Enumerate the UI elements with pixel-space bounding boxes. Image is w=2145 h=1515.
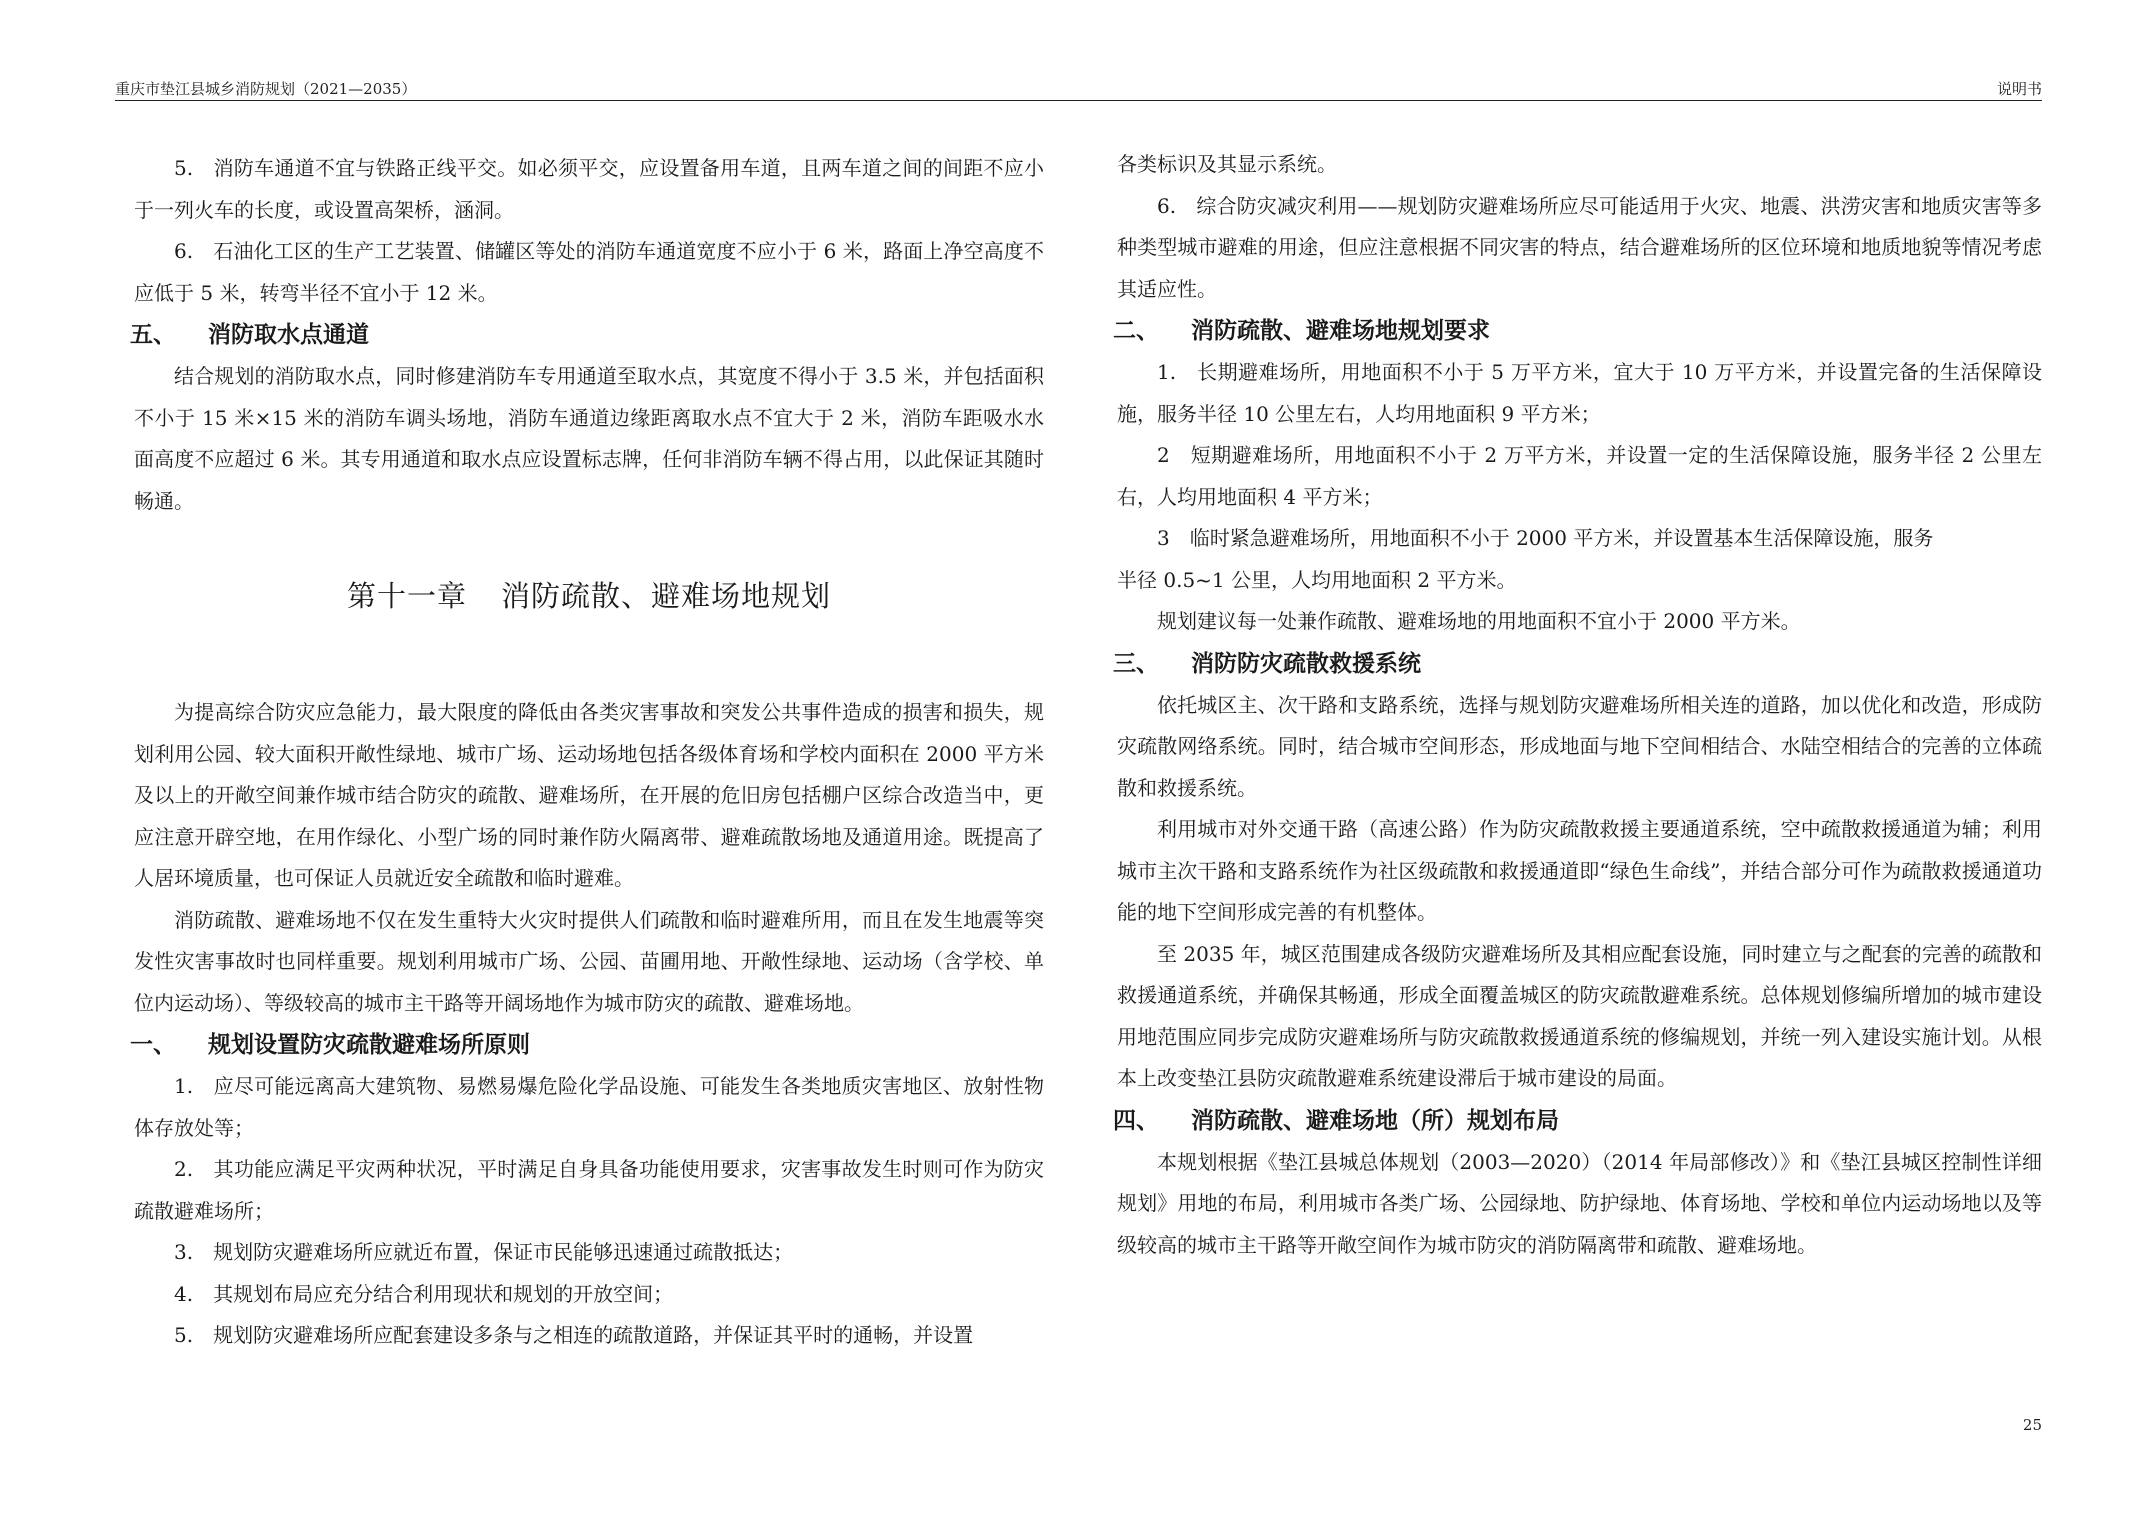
section-title: 消防取水点通道 (208, 322, 369, 348)
list-item: 2. 其功能应满足平灾两种状况，平时满足自身具备功能使用要求，灾害事故发生时则可作为防灾疏散避难场所； (134, 1157, 1044, 1223)
section-number: 五、 (130, 322, 176, 348)
paragraph: 结合规划的消防取水点，同时修建消防车专用通道至取水点，其宽度不得小于 3.5 米，并包括面积不小于 15 米×15 米的消防车调头场地，消防车通道边缘距离取水点不宜大于 2 米，消防车距吸水水面高度不应超过 6 米。其专用通道和取水点应设置标志牌，任何非消防车辆不得占用，以此保证其随时畅通。 (134, 364, 1044, 513)
section-title: 消防疏散、避难场地规划要求 (1191, 318, 1490, 344)
paragraph: 为提高综合防灾应急能力，最大限度的降低由各类灾害事故和突发公共事件造成的损害和损失，规划利用公园、较大面积开敞性绿地、城市广场、运动场地包括各级体育场和学校内面积在 2000 平方米及以上的开敞空间兼作城市结合防灾的疏散、避难场所，在开展的危旧房包括棚户区综合改造当中，更应注意开辟空地，在用作绿化、小型广场的同时兼作防火隔离带、避难疏散场地及通道用途。既提高了人居环境质量，也可保证人员就近安全疏散和临时避难。 (134, 700, 1044, 890)
paragraph: 依托城区主、次干路和支路系统，选择与规划防灾避难场所相关连的道路，加以优化和改造，形成防灾疏散网络系统。同时，结合城市空间形态，形成地面与地下空间相结合、水陆空相结合的完善的立体疏散和救援系统。 (1117, 692, 2042, 800)
section-heading (1113, 310, 2042, 352)
page-header (115, 70, 2042, 101)
chapter-number: 第十一章 (346, 579, 467, 613)
paragraph: 半径 0.5~1 公里，人均用地面积 2 平方米。 (1117, 567, 1517, 592)
paragraph: 本规划根据《垫江县城总体规划（2003—2020）（2014 年局部修改）》和《垫江县城区控制性详细规划》用地的布局，利用城市各类广场、公园绿地、防护绿地、体育场地、学校和单位内运动场地以及等级较高的城市主干路等开敞空间作为城市防灾的消防隔离带和疏散、避难场地。 (1117, 1149, 2042, 1257)
right-column (1113, 144, 2042, 1266)
section-title: 消防防灾疏散救援系统 (1191, 650, 1421, 677)
section-title: 规划设置防灾疏散避难场所原则 (208, 1032, 530, 1058)
section-heading (1113, 1100, 2042, 1142)
chapter-heading (134, 566, 1044, 626)
left-column (130, 148, 1044, 1357)
section-title: 消防疏散、避难场地（所）规划布局 (1191, 1107, 1559, 1134)
list-item: 5. 规划防灾避难场所应配套建设多条与之相连的疏散道路，并保证其平时的通畅，并设置 (174, 1323, 974, 1347)
paragraph: 消防疏散、避难场地不仅在发生重特大火灾时提供人们疏散和临时避难所用，而且在发生地震等突发性灾害事故时也同样重要。规划利用城市广场、公园、苗圃用地、开敞性绿地、运动场（含学校、单位内运动场）、等级较高的城市主干路等开阔场地作为城市防灾的疏散、避难场地。 (134, 907, 1044, 1015)
section-heading (1113, 643, 2042, 685)
list-item: 4. 其规划布局应充分结合利用现状和规划的开放空间； (174, 1281, 674, 1306)
paragraph: 利用城市对外交通干路（高速公路）作为防灾疏散救援主要通道系统，空中疏散救援通道为辅；利用城市主次干路和支路系统作为社区级疏散和救援通道即“绿色生命线”，并结合部分可作为疏散救援通道功能的地下空间形成完善的有机整体。 (1117, 817, 2042, 924)
section-number: 一、 (130, 1032, 176, 1058)
paragraph: 规划建议每一处兼作疏散、避难场地的用地面积不宜小于 2000 平方米。 (1157, 609, 1801, 633)
paragraph: 各类标识及其显示系统。 (1117, 152, 1337, 176)
section-number: 二、 (1113, 318, 1159, 344)
paragraph: 6. 石油化工区的生产工艺装置、储罐区等处的消防车通道宽度不应小于 6 米，路面上净空高度不应低于 5 米，转弯半径不宜小于 12 米。 (134, 239, 1044, 305)
header-doc-type: 说明书 (1996, 80, 2042, 98)
header-title: 重庆市垫江县城乡消防规划（2021—2035） (115, 80, 417, 98)
page-number: 25 (2022, 1416, 2042, 1434)
chapter-title: 消防疏散、避难场地规划 (501, 579, 832, 613)
list-item: 3 临时紧急避难场所，用地面积不小于 2000 平方米，并设置基本生活保障设施，服务 (1157, 526, 1934, 550)
section-number: 三、 (1113, 650, 1159, 677)
section-heading (130, 314, 1044, 356)
list-item: 6. 综合防灾减灾利用——规划防灾避难场所应尽可能适用于火灾、地震、洪涝灾害和地质灾害等多种类型城市避难的用途，但应注意根据不同灾害的特点，结合避难场所的区位环境和地质地貌等情况考虑其适应性。 (1117, 193, 2042, 301)
section-heading (130, 1024, 1044, 1066)
section-number: 四、 (1113, 1107, 1159, 1134)
list-item: 3. 规划防灾避难场所应就近布置，保证市民能够迅速通过疏散抵达； (174, 1240, 794, 1264)
paragraph: 至 2035 年，城区范围建成各级防灾避难场所及其相应配套设施，同时建立与之配套的完善的疏散和救援通道系统，并确保其畅通，形成全面覆盖城区的防灾疏散避难系统。总体规划修编所增加的城市建设用地范围应同步完成防灾避难场所与防灾疏散救援通道系统的修编规划，并统一列入建设实施计划。从根本上改变垫江县防灾疏散避难系统建设滞后于城市建设的局面。 (1117, 941, 2042, 1090)
paragraph: 5. 消防车通道不宜与铁路正线平交。如必须平交，应设置备用车道，且两车道之间的间距不应小于一列火车的长度，或设置高架桥，涵洞。 (134, 156, 1044, 222)
list-item: 1. 应尽可能远离高大建筑物、易燃易爆危险化学品设施、可能发生各类地质灾害地区、放射性物体存放处等； (134, 1074, 1044, 1140)
list-item: 1. 长期避难场所，用地面积不小于 5 万平方米，宜大于 10 万平方米，并设置完备的生活保障设施，服务半径 10 公里左右，人均用地面积 9 平方米； (1117, 360, 2042, 426)
list-item: 2 短期避难场所，用地面积不小于 2 万平方米，并设置一定的生活保障设施，服务半径 2 公里左右，人均用地面积 4 平方米； (1117, 443, 2042, 509)
